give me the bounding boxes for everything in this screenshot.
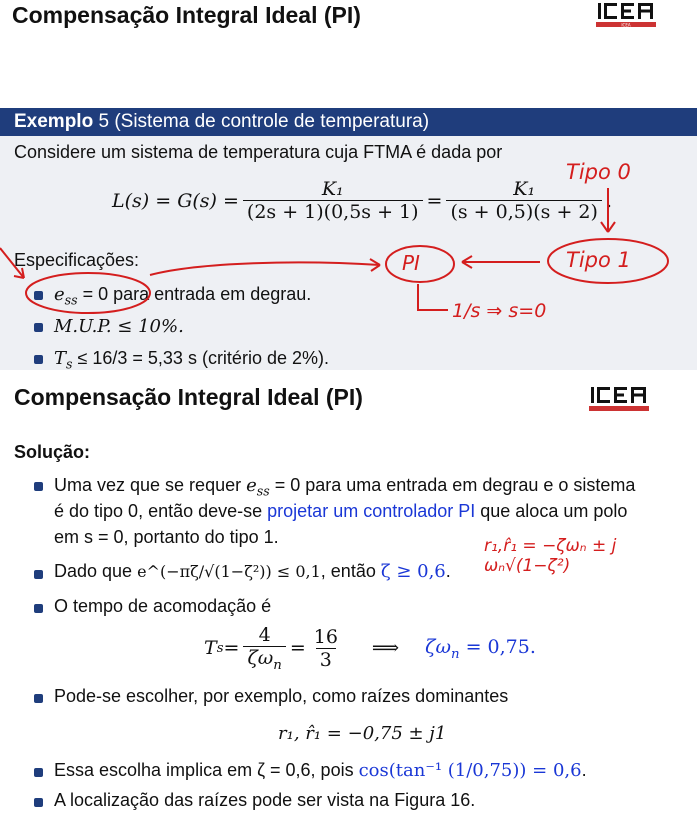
- b1-line2a: é do tipo 0, então deve-se: [54, 501, 268, 521]
- b2-math: e^(−πζ/√(1−ζ²)) ≤ 0,1: [137, 562, 321, 581]
- slide1-title: Compensação Integral Ideal (PI): [12, 2, 361, 28]
- spec3-rest: ≤ 16/3 = 5,33 s (critério de 2%).: [72, 348, 329, 368]
- bullet: [34, 694, 43, 703]
- ts-num1: 4: [258, 624, 271, 646]
- b5-end: .: [581, 760, 587, 780]
- ts-den1-sub: n: [273, 657, 282, 673]
- eq-equals: =: [426, 189, 443, 212]
- solution-b1-line1: [54, 475, 635, 499]
- spec-item-ts: [54, 348, 329, 372]
- solution-b4: Pode-se escolher, por exemplo, como raízes dominantes: [54, 686, 509, 706]
- example-title: 5 (Sistema de controle de temperatura): [93, 111, 430, 132]
- spec1-math: e: [54, 284, 65, 305]
- pi-hook: [418, 284, 448, 310]
- ts-result: [425, 636, 536, 662]
- bullet: [34, 355, 43, 364]
- eq-num1: K₁: [321, 178, 344, 200]
- spec3-math: T: [54, 348, 67, 369]
- b1-link-pi: projetar um controlador PI: [267, 501, 476, 521]
- solution-heading: Solução:: [14, 442, 91, 462]
- eq-period: .: [605, 189, 612, 212]
- b2-a: Dado que: [54, 561, 138, 581]
- bullet: [34, 482, 43, 491]
- spec-heading: Especificações:: [14, 250, 140, 270]
- ts-den1: [243, 646, 285, 673]
- b1-line1b: = 0 para uma entrada em degrau e o sistema: [269, 475, 636, 495]
- handwritten-tipo1: Tipo 1: [566, 248, 631, 272]
- ts-num2: 16: [313, 625, 338, 648]
- ts-result-val: = 0,75.: [459, 635, 536, 658]
- icea-logo: [583, 384, 681, 414]
- ts-eq: =: [223, 637, 240, 660]
- bullet: [34, 604, 43, 613]
- solution-b2: [54, 561, 451, 582]
- roots-equation: r₁, r̂₁ = −0,75 ± j1: [278, 723, 447, 744]
- b1-ess: e: [246, 475, 257, 496]
- spec1-sub: ss: [64, 292, 78, 308]
- bullet: [34, 768, 43, 777]
- handwritten-pi: PI: [402, 251, 420, 275]
- ts-lhs: T: [204, 637, 217, 660]
- example-header: [0, 108, 697, 136]
- b5-a: Essa escolha implica em ζ = 0,6, pois: [54, 760, 359, 780]
- b2-zeta: ζ ≥ 0,6: [380, 561, 446, 582]
- example-label: Exemplo: [14, 111, 94, 132]
- ts-equation: [204, 624, 536, 673]
- intro-text: Considere um sistema de temperatura cuja FTMA é dada por: [14, 142, 503, 162]
- handwritten-tipo0: Tipo 0: [566, 160, 631, 184]
- b1-ess-sub: ss: [256, 483, 270, 499]
- ts-eq2: =: [289, 637, 306, 660]
- solution-b5: [54, 760, 587, 781]
- handwritten-one-over-s: 1/s ⇒ s=0: [452, 300, 547, 322]
- eq-den1: (2s + 1)(0,5s + 1): [243, 200, 423, 223]
- b5-blue: cos(tan⁻¹ (1/0,75)) = 0,6: [358, 760, 582, 781]
- ts-frac2: [310, 626, 342, 671]
- spec3-sub: s: [66, 356, 73, 372]
- ts-den1-text: ζω: [247, 647, 274, 669]
- ts-result-text: ζω: [425, 635, 451, 658]
- ts-den2: 3: [316, 648, 336, 671]
- eq-lhs: L(s) = G(s) =: [112, 189, 239, 212]
- left-arrow: [0, 248, 24, 278]
- b2-b: , então: [320, 561, 381, 581]
- icea-logo: [590, 0, 688, 30]
- bullet: [34, 570, 43, 579]
- bullet: [34, 798, 43, 807]
- ts-frac1: [243, 624, 285, 673]
- b1-line2b: que aloca um polo: [475, 501, 628, 521]
- spec-item-mup: M.U.P. ≤ 10%.: [54, 316, 184, 337]
- ess-to-pi-arrow: [150, 262, 380, 275]
- pi-circle: [386, 246, 454, 282]
- ts-result-sub: n: [450, 646, 460, 662]
- b2-end: .: [445, 561, 451, 581]
- solution-b6: A localização das raízes pode ser vista na Figura 16.: [54, 790, 476, 810]
- solution-b3: O tempo de acomodação é: [54, 596, 272, 616]
- handwritten-roots: r₁,r̂₁ = −ζωₙ ± j ωₙ√(1−ζ²): [484, 536, 617, 576]
- ts-arrow: ⟹: [371, 637, 400, 660]
- b1-line1a: Uma vez que se requer: [54, 475, 247, 495]
- logo-text: ICEA: [621, 22, 631, 28]
- ts-lhs-sub: s: [216, 640, 224, 656]
- ess-circle: [26, 273, 150, 313]
- eq-num2: K₁: [513, 178, 536, 200]
- solution-b1-line3: em s = 0, portanto do tipo 1.: [54, 527, 279, 547]
- solution-b1-line2: [54, 501, 627, 522]
- spec1-rest: = 0 para entrada em degrau.: [77, 284, 312, 304]
- slide2-title: Compensação Integral Ideal (PI): [14, 384, 363, 410]
- eq-den2: (s + 0,5)(s + 2): [446, 200, 601, 223]
